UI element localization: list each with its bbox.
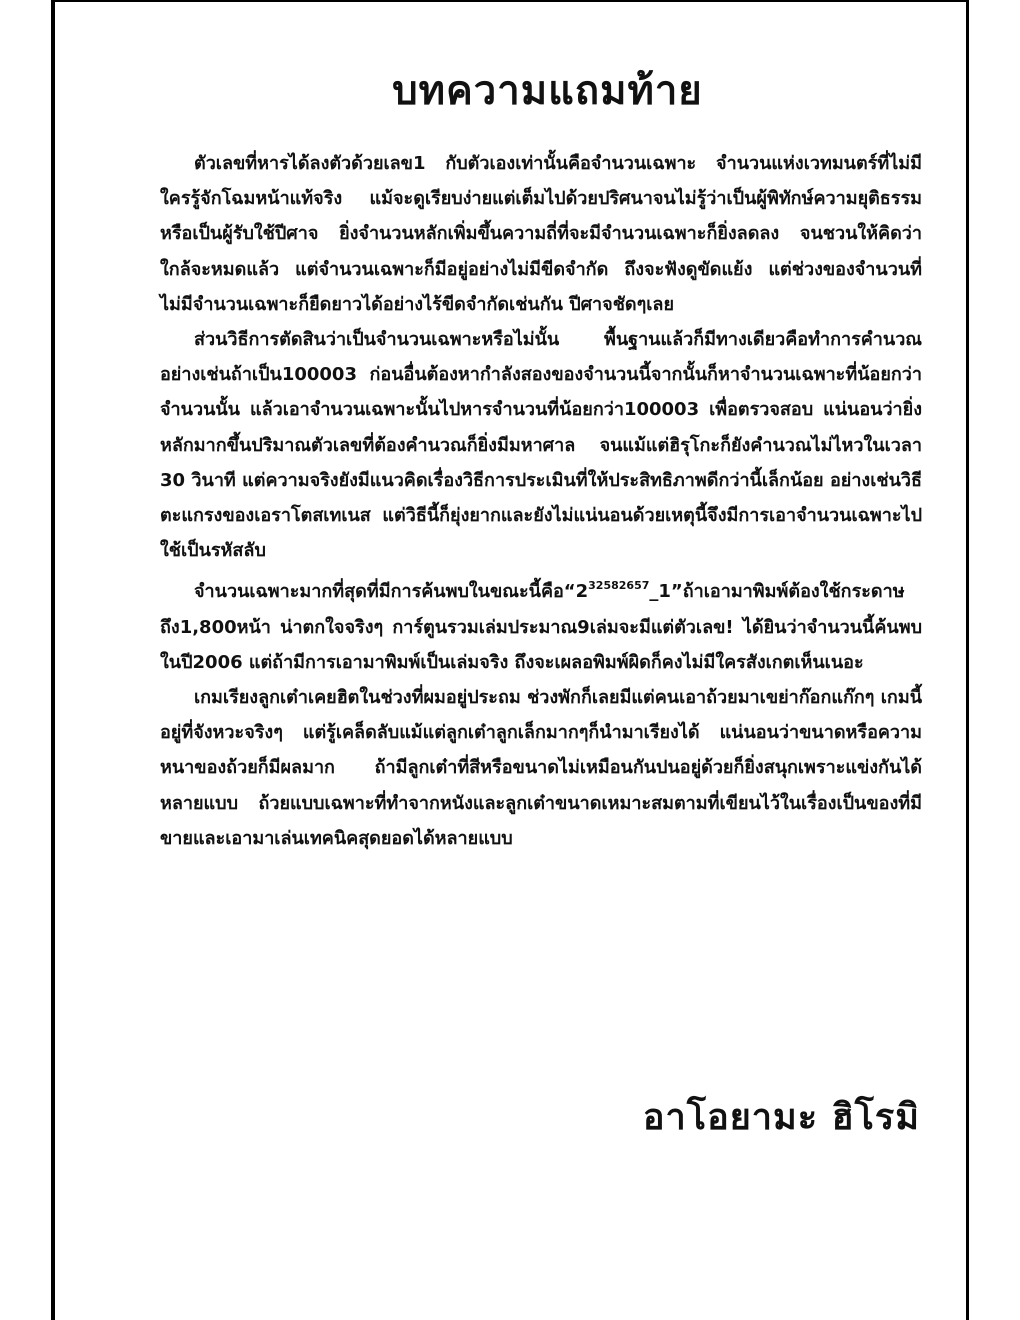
largest-prime-text-end: ได้ยินว่าจำนวนนี้ค้นพบในปี2006 แต่ถ้ามีการเอามาพิมพ์เป็นเล่มจริง ถึงจะเผลอพิมพ์ผิดก็คงไม่มีใครสังเกตเห็นเนอะ bbox=[160, 616, 922, 673]
largest-prime-text-before: จำนวนเฉพาะมากที่สุดที่มีการค้นพบในขณะนี้คือ“2 bbox=[194, 581, 589, 603]
paragraph-primes-intro: ตัวเลขที่หารได้ลงตัวด้วยเลข1 กับตัวเองเท่านั้นคือจำนวนเฉพาะ จำนวนแห่งเวทมนตร์ที่ไม่มีใครรู้จักโฉมหน้าแท้จริง แม้จะดูเรียบง่ายแต่เต็มไปด้วยปริศนาจนไม่รู้ว่าเป็นผู้พิทักษ์ความยุติธรรมหรือเป็นผู้รับใช้ปีศาจ ยิ่งจำนวนหลักเพิ่มขึ้นความถี่ที่จะมีจำนวนเฉพาะก็ยิ่งลดลง จนชวนให้คิดว่าใกล้จะหมดแล้ว แต่จำนวนเฉพาะก็มีอยู่อย่างไม่มีขีดจำกัด ถึงจะฟังดูขัดแย้ง แต่ช่วงของจำนวนที่ไม่มีจำนวนเฉพาะก็ยืดยาวได้อย่างไร้ขีดจำกัดเช่นกัน ปีศาจชัดๆเลย bbox=[160, 153, 922, 315]
page-title: บทความแถมท้าย bbox=[392, 68, 703, 114]
paragraph-prime-testing: ส่วนวิธีการตัดสินว่าเป็นจำนวนเฉพาะหรือไม่นั้น พื้นฐานแล้วก็มีทางเดียวคือทำการคำนวณ อย่างเช่นถ้าเป็น100003 ก่อนอื่นต้องหากำลังสองของจำนวนนี้จากนั้นก็หาจำนวนเฉพาะที่น้อยกว่าจำนวนนั้น แล้วเอาจำนวนเฉพาะนั้นไปหารจำนวนที่น้อยกว่า100003 เพื่อตรวจสอบ แน่นอนว่ายิ่งหลักมากขึ้นปริมาณตัวเลขที่ต้องคำนวณก็ยิ่งมีมหาศาล จนแม้แต่ฮิรุโกะก็ยังคำนวณไม่ไหวในเวลา 30 วินาที แต่ความจริงยังมีแนวคิดเรื่องวิธีการประเมินที่ให้ประสิทธิภาพดีกว่านี้เล็กน้อย อย่างเช่นวิธีตะแกรงของเอราโตสเทเนส แต่วิธีนี้ก็ยุ่งยากและยังไม่แน่นอนด้วยเหตุนี้จึงมีการเอาจำนวนเฉพาะไปใช้เป็นรหัสลับ bbox=[160, 329, 922, 562]
scan-border-right bbox=[966, 0, 969, 1320]
author-signature: อาโอยามะ ฮิโรมิ bbox=[642, 1097, 920, 1138]
scan-border-top bbox=[51, 0, 969, 2]
article-body bbox=[160, 146, 922, 856]
largest-prime-text-after: _1”ถ้าเอามาพิมพ์ต้องใช้กระดาษถึง1,800หน้า น่าตกใจจริงๆ การ์ตูนรวมเล่มประมาณ9เล่มจะมีแต่ตัวเลข! bbox=[160, 581, 905, 638]
paragraph-dice-game: เกมเรียงลูกเต๋าเคยฮิตในช่วงที่ผมอยู่ประถม ช่วงพักก็เลยมีแต่คนเอาถ้วยมาเขย่าก๊อกแก๊กๆ เกมนี้อยู่ที่จังหวะจริงๆ แต่รู้เคล็ดลับแม้แต่ลูกเต๋าลูกเล็กมากๆก็นำมาเรียงได้ แน่นอนว่าขนาดหรือความหนาของถ้วยก็มีผลมาก ถ้ามีลูกเต๋าที่สีหรือขนาดไม่เหมือนกันปนอยู่ด้วยก็ยิ่งสนุกเพราะแข่งกันได้หลายแบบ ถ้วยแบบเฉพาะที่ทำจากหนังและลูกเต๋าขนาดเหมาะสมตามที่เขียนไว้ในเรื่องเป็นของที่มีขายและเอามาเล่นเทคนิคสุดยอดได้หลายแบบ bbox=[160, 687, 922, 849]
scan-border-left bbox=[51, 0, 55, 1320]
paragraph-largest-prime bbox=[160, 568, 922, 680]
prime-exponent: 32582657 bbox=[588, 579, 650, 593]
